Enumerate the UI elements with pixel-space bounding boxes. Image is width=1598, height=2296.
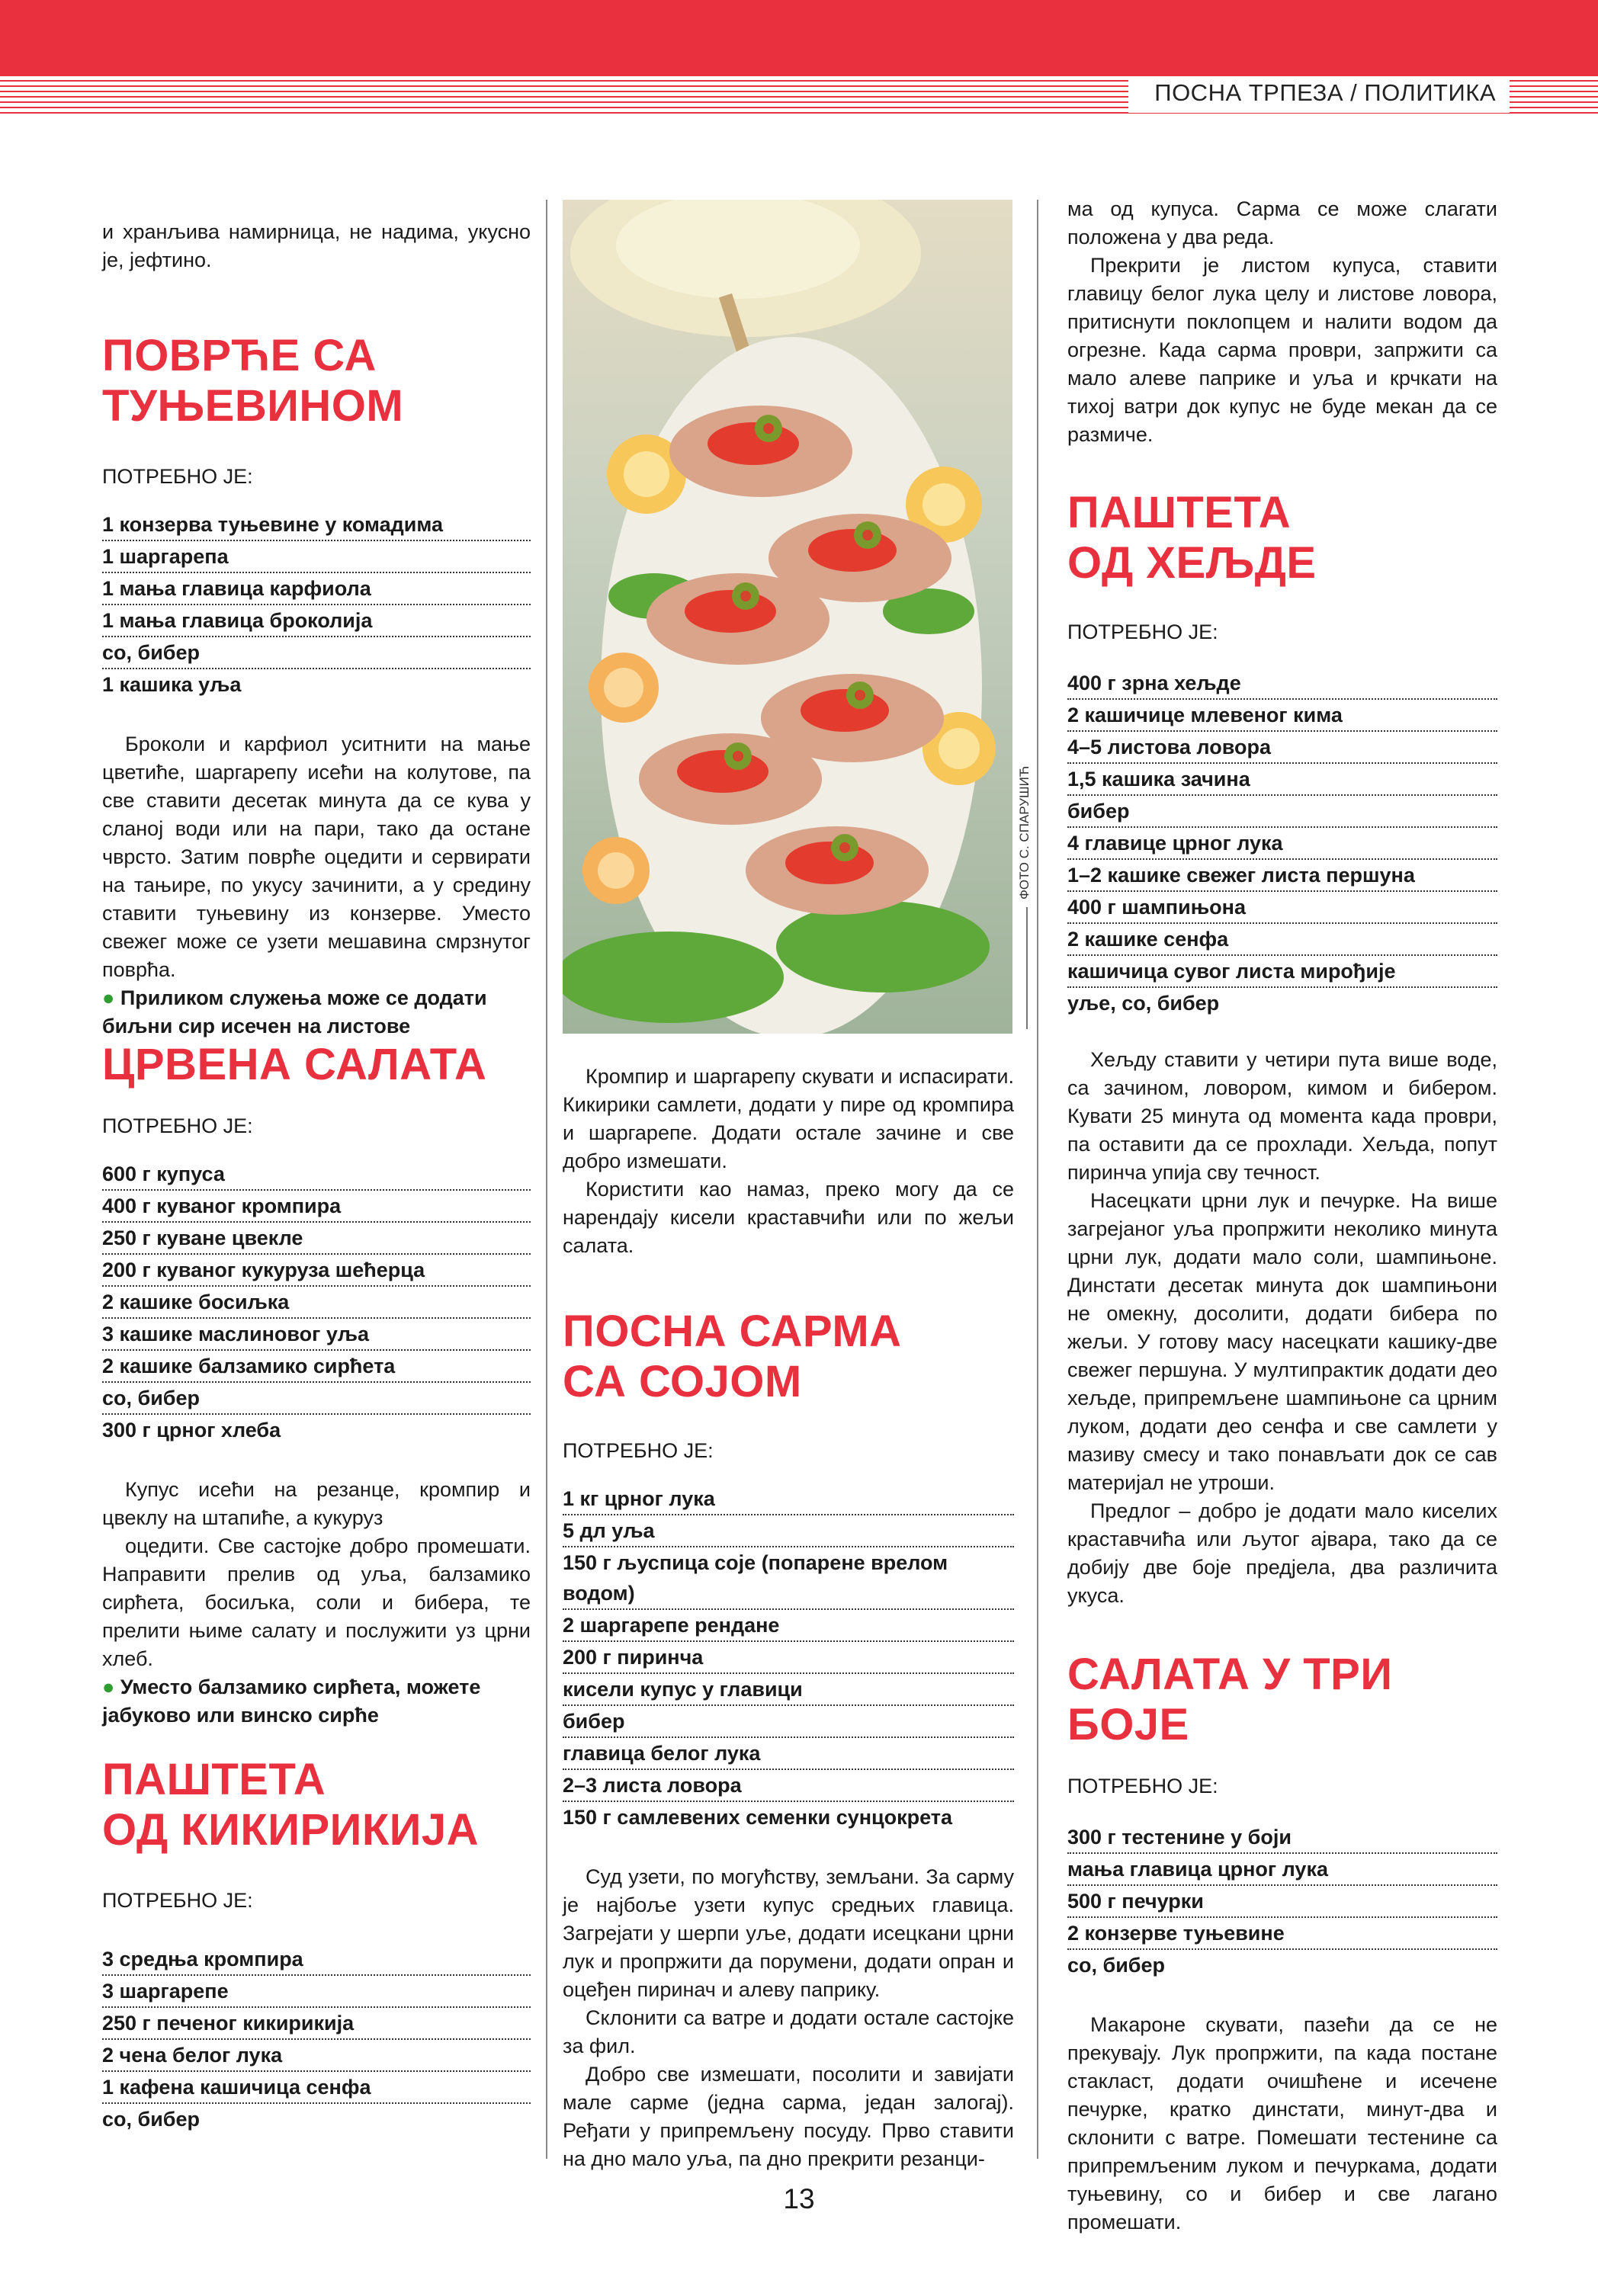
needed-label: ПОТРЕБНО ЈЕ: — [102, 1889, 253, 1912]
ingredient: 1,5 кашика зачина — [1067, 764, 1497, 796]
ingredient: 4–5 листова ловора — [1067, 732, 1497, 764]
method-text: Користити као намаз, преко могу да се нарендају кисели краставчићи или по жељи салата. — [563, 1178, 1014, 1257]
needed-label: ПОТРЕБНО ЈЕ: — [1067, 620, 1218, 643]
header-band — [0, 0, 1598, 76]
ingredient: 1 кг црног лука — [563, 1483, 1014, 1515]
ingredient: со, бибер — [1067, 1954, 1165, 1977]
ingredient: 2 конзерве туњевине — [1067, 1918, 1497, 1950]
recipe-povrce-tunjevina — [102, 331, 531, 1041]
ingredient: 1 мања главица броколија — [102, 605, 531, 637]
method-text: Купус исећи на резанце, кромпир и цвеклу на штапиће, а кукуруз — [102, 1478, 531, 1529]
recipe-salata-tri-boje — [1067, 1650, 1497, 2237]
recipe-posna-sarma — [563, 1307, 1014, 2173]
ingredient: 3 шаргарепе — [102, 1976, 531, 2008]
ingredient: 250 г куване цвекле — [102, 1223, 531, 1255]
ingredient: 250 г печеног кикирикија — [102, 2008, 531, 2040]
method-text: ма од купуса. Сарма се може слагати положена у два реда. — [1067, 197, 1497, 249]
ingredient: кашичица сувог листа мирођије — [1067, 956, 1497, 988]
ingredient: со, бибер — [102, 637, 531, 669]
sarma-continued — [1067, 195, 1497, 449]
ingredient: 5 дл уља — [563, 1515, 1014, 1547]
method-text: Насецкати црни лук и печурке. На више загрејаног уља пропржити неколико минута црни лук, додати мало соли, шампињоне. Динстати десетак минута док шампињони не омекну, досолити, додати бибера по жељи. У готову масу насецкати кашику-две свежег першуна. У мултипрактик додати део хељде, припремљене шампињоне са црним луком, додати део сенфа и све самлети у мазиву смесу и тако понављати док се сав материјал не утроши. — [1067, 1189, 1497, 1494]
method-text: Макароне скувати, пазећи да се не прекувају. Лук пропржити, па када постане стакласт, додати очишћене и исечене печурке, кратко динстати, минут-два и склонити с ватре. Помешати тестенине са припремљеним луком и печуркама, додати туњевину, со и бибер и све лагано промешати. — [1067, 2013, 1497, 2233]
running-head: ПОСНА ТРПЕЗА / ПОЛИТИКА — [1154, 79, 1496, 106]
ingredient: 1 конзерва туњевине у комадима — [102, 509, 531, 541]
needed-label: ПОТРЕБНО ЈЕ: — [102, 1114, 253, 1137]
recipe-pasteta-kikiriki-method — [563, 1063, 1014, 1260]
method-text: Предлог – добро је додати мало киселих краставчића или љутог ајвара, тако да се добију две боје предјела, два различита укуса. — [1067, 1499, 1497, 1607]
recipe-title: ПАШТЕТА ОД ХЕЉДЕ — [1067, 488, 1317, 588]
ingredient: 200 г куваног кукуруза шећерца — [102, 1255, 531, 1287]
ingredient: 1 мања главица карфиола — [102, 573, 531, 605]
method-text: Броколи и карфиол уситнити на мање цветиће, шаргарепу исећи на колутове, па све ставити десетак минута да се кува у сланој води или на пари, тако да остане чврсто. Затим поврће оцедити и сервирати на тањире, по укусу зачинити, а у средину ставити туњевину из конзерве. Уместо свежег може се узети мешавина смрзнутог поврћа. — [102, 733, 531, 981]
recipe-title: САЛАТА У ТРИ БОЈЕ — [1067, 1650, 1393, 1749]
ingredient: бибер — [563, 1706, 1014, 1738]
ingredient: 1 кафена кашичица сенфа — [102, 2072, 531, 2104]
ingredient-list — [102, 1944, 531, 2134]
column-rule — [546, 200, 547, 2159]
ingredient: 400 г шампињона — [1067, 892, 1497, 924]
ingredient-list — [102, 509, 531, 700]
ingredient-list — [1067, 1822, 1497, 1980]
ingredient: со, бибер — [102, 2108, 200, 2131]
appetizer-plate-illustration — [563, 200, 1012, 1034]
recipe-title: ПАШТЕТА ОД КИКИРИКИЈА — [102, 1755, 480, 1855]
needed-label: ПОТРЕБНО ЈЕ: — [563, 1439, 714, 1462]
photo-credit: ФОТО С. СПАРУШИЋ — [1017, 765, 1032, 899]
recipe-pasteta-kikiriki — [102, 1755, 531, 2134]
ingredient: 2 кашике сенфа — [1067, 924, 1497, 956]
method-text: Добро све измешати, посолити и завијати мале сарме (једна сарма, један залогај). Ређати у припремљену посуду. Прво ставити на дно мало уља, па дно прекрити резанци- — [563, 2063, 1014, 2170]
ingredient: 300 г црног хлеба — [102, 1419, 281, 1441]
recipe-title: ПОСНА САРМА СА СОЈОМ — [563, 1307, 902, 1406]
method-text: Прекрити је листом купуса, ставити главицу белог лука целу и листове ловора, притиснути поклопцем и налити водом да огрезне. Када сарма проври, запржити са мало алеве паприке и уља и крчкати на тихој ватри док купус не буде мекан да се размиче. — [1067, 254, 1497, 446]
recipe-crvena-salata — [102, 1040, 531, 1730]
ingredient: 4 главице црног лука — [1067, 828, 1497, 860]
method-text: Кромпир и шаргарепу скувати и испасирати. Кикирики самлети, додати у пире од кромпира и шаргарепе. Додати остале зачине и све добро измешати. — [563, 1065, 1014, 1172]
method-text: Хељду ставити у четири пута више воде, са зачином, ловором, кимом и бибером. Кувати 25 минута од момента када проври, па оставити да се прохлади. Хељда, попут пиринча упија сву течност. — [1067, 1048, 1497, 1184]
ingredient: мања главица црног лука — [1067, 1854, 1497, 1886]
ingredient: 300 г тестенине у боји — [1067, 1822, 1497, 1854]
ingredient: 2 кашике балзамико сирћета — [102, 1351, 531, 1383]
method-text: Склонити са ватре и додати остале састојке за фил. — [563, 2006, 1014, 2057]
recipe-title: ПОВРЋЕ СА ТУЊЕВИНОМ — [102, 331, 404, 431]
serving-note: ● Уместо балзамико сирћета, можете јабуково или винско сирће — [102, 1676, 481, 1727]
ingredient: 400 г зрна хељде — [1067, 668, 1497, 700]
ingredient: кисели купус у главици — [563, 1674, 1014, 1706]
method-text: оцедити. Све састојке добро промешати. Направити прелив од уља, балзамико сирћета, босиљка, соли и бибера, те прелити њиме салату и послужити уз црни хлеб. — [102, 1534, 531, 1670]
needed-label: ПОТРЕБНО ЈЕ: — [1067, 1775, 1218, 1797]
ingredient: главица белог лука — [563, 1738, 1014, 1770]
page-number: 13 — [783, 2183, 815, 2214]
intro-text: и хранљива намирница, не надима, укусно је, јефтино. — [102, 220, 531, 271]
ingredient: 150 г самлевених семенки сунцокрета — [563, 1806, 953, 1829]
ingredient: уље, со, бибер — [1067, 992, 1220, 1015]
ingredient: бибер — [1067, 796, 1497, 828]
ingredient: 150 г љуспица соје (попарене врелом водом) — [563, 1547, 1014, 1610]
method-text: Суд узети, по могућству, земљани. За сарму је најбоље узети купус средњих главица. Загрејати у шерпи уље, додати исецкани црни лук и пропржити да порумени, додати опран и оцеђен пиринач и алеву паприку. — [563, 1865, 1014, 2001]
ingredient: 2 кашичице млевеног кима — [1067, 700, 1497, 732]
ingredient: 400 г куваног кромпира — [102, 1191, 531, 1223]
ingredient: 2 кашике босиљка — [102, 1287, 531, 1319]
food-photo — [563, 200, 1012, 1034]
ingredient: 3 кашике маслиновог уља — [102, 1319, 531, 1351]
ingredient: 3 средња кромпира — [102, 1944, 531, 1976]
ingredient: 600 г купуса — [102, 1159, 531, 1191]
ingredient: 2 шаргарепе рендане — [563, 1610, 1014, 1642]
recipe-title: ЦРВЕНА САЛАТА — [102, 1040, 487, 1089]
column-rule — [1037, 200, 1038, 2159]
needed-label: ПОТРЕБНО ЈЕ: — [102, 465, 253, 488]
ingredient: 1 шаргарепа — [102, 541, 531, 573]
ingredient-list — [1067, 668, 1497, 1018]
ingredient: 200 г пиринча — [563, 1642, 1014, 1674]
ingredient: со, бибер — [102, 1383, 531, 1415]
recipe-pasteta-heljda — [1067, 488, 1497, 1610]
ingredient: 2 чена белог лука — [102, 2040, 531, 2072]
ingredient: 500 г печурки — [1067, 1886, 1497, 1918]
ingredient: 1–2 кашике свежег листа першуна — [1067, 860, 1497, 892]
ingredient: 1 кашика уља — [102, 673, 242, 696]
ingredient: 2–3 листа ловора — [563, 1770, 1014, 1802]
ingredient-list — [102, 1159, 531, 1445]
serving-note: ● Приликом служења може се додати биљни сир исечен на листове — [102, 986, 487, 1037]
ingredient-list — [563, 1483, 1014, 1833]
